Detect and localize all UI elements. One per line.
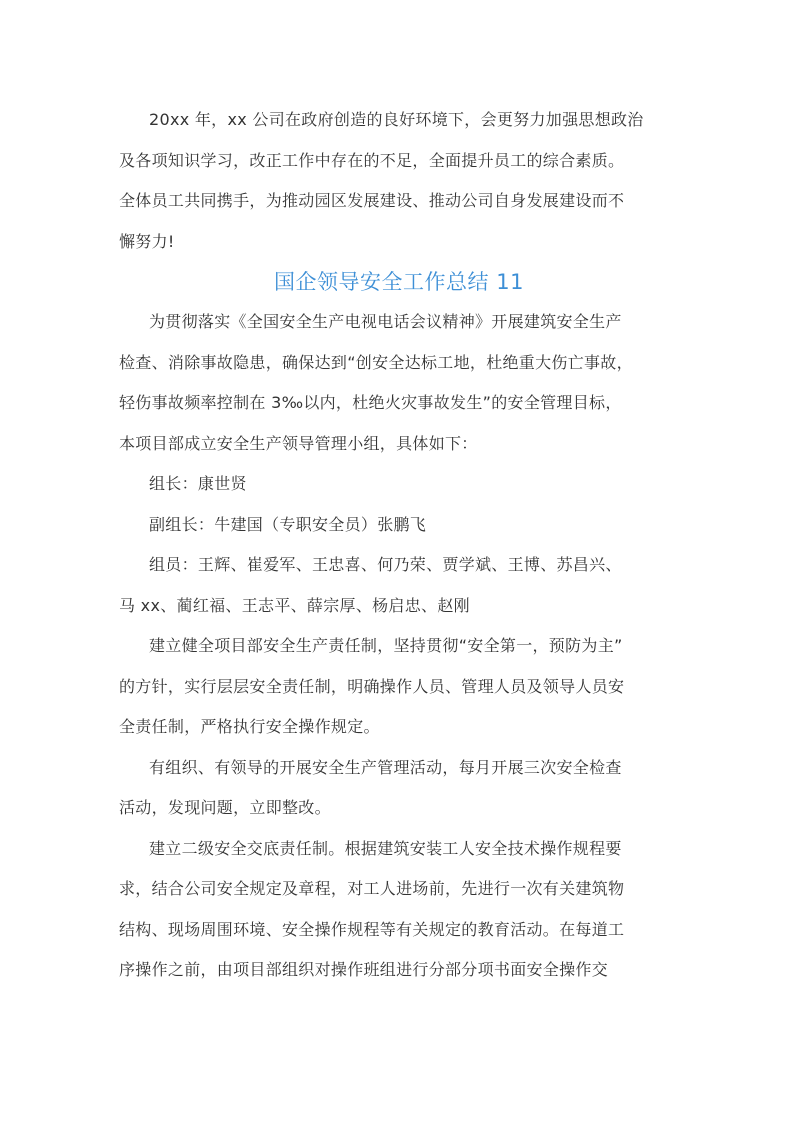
paragraph-leader: 组长：康世贤 bbox=[149, 474, 247, 493]
paragraph-responsibility: 建立健全项目部安全生产责任制，坚持贯彻“安全第一，预防为主” 的方针，实行层层安全责任制，明确操作人员、管理人员及领导人员安 全责任制，严格执行安全操作规定。 bbox=[119, 636, 625, 736]
intro-paragraph: 20xx 年，xx 公司在政府创造的良好环境下，会更努力加强思想政治 及各项知识学习，改正工作中存在的不足，全面提升员工的综合素质。 全体员工共同携手，为推动园区发展建设、推动公司自身发展建设而不 懈努力! bbox=[119, 110, 644, 251]
paragraph-inspection: 有组织、有领导的开展安全生产管理活动，每月开展三次安全检查 活动，发现问题，立即整改。 bbox=[119, 757, 622, 817]
paragraph-briefing: 建立二级安全交底责任制。根据建筑安装工人安全技术操作规程要 求，结合公司安全规定及章程，对工人进场前，先进行一次有关建筑物 结构、现场周围环境、安全操作规程等有关规定的教育活动。在每道工 序操作之前，由项目部组织对操作班组进行分部分项书面安全操作交 bbox=[119, 838, 625, 979]
paragraph-deputy-leader: 副组长：牛建国（专职安全员）张鹏飞 bbox=[149, 514, 427, 534]
paragraph-members: 组员：王辉、崔爱军、王忠喜、何乃荣、贾学斌、王博、苏昌兴、 马 xx、蔺红福、王志平、薛宗厚、杨启忠、赵刚 bbox=[119, 555, 622, 615]
paragraph-purpose: 为贯彻落实《全国安全生产电视电话会议精神》开展建筑安全生产 检查、消除事故隐患，确保达到“创安全达标工地，杜绝重大伤亡事故， 轻伤事故频率控制在 3‰以内，杜绝火灾事故发生”的安全管理目标， 本项目部成立安全生产领导管理小组，具体如下： bbox=[119, 312, 633, 453]
document-page bbox=[119, 100, 679, 991]
section-title: 国企领导安全工作总结 11 bbox=[274, 270, 524, 294]
